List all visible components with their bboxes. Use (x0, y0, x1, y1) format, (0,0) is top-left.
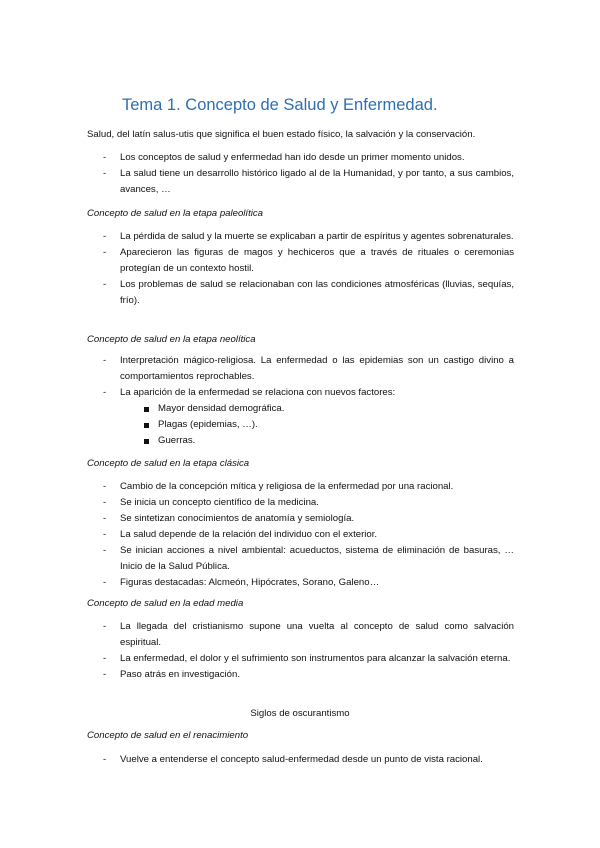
section-heading-neolitica: Concepto de salud en la etapa neolítica (87, 334, 256, 345)
sub-list-item: Mayor densidad demográfica. (120, 401, 514, 417)
document-title: Tema 1. Concepto de Salud y Enfermedad. (122, 96, 438, 114)
square-bullet-icon (144, 423, 149, 428)
dash-bullet: - (103, 754, 107, 765)
dash-bullet: - (103, 387, 107, 398)
square-bullet-icon (144, 439, 149, 444)
dash-bullet: - (103, 545, 107, 556)
list-item: - Se inicia un concepto científico de la medicina. (0, 495, 600, 511)
dash-bullet: - (103, 577, 107, 588)
section-list-paleolitica (0, 229, 600, 309)
list-item: - Aparecieron las figuras de magos y hechiceros que a través de rituales o ceremonias protegían de un contexto hostil. (103, 247, 514, 274)
list-item: - La llegada del cristianismo supone una vuelta al concepto de salud como salvación espiritual. (103, 621, 514, 648)
section-heading-paleolitica: Concepto de salud en la etapa paleolítica (87, 208, 264, 219)
dash-bullet: - (103, 669, 107, 680)
centered-note: Siglos de oscurantismo (250, 708, 350, 719)
dash-bullet: - (103, 355, 107, 366)
dash-bullet: - (103, 621, 107, 632)
dash-bullet: - (103, 513, 107, 524)
list-item: - Se inician acciones a nivel ambiental: acueductos, sistema de eliminación de basuras, … Inicio de la Salud Pública. (103, 545, 514, 572)
list-item: - Los problemas de salud se relacionaban con las condiciones atmosféricas (lluvias, sequías, frío). (103, 279, 514, 306)
list-item: - Vuelve a entenderse el concepto salud-enfermedad desde un punto de vista racional. (0, 752, 600, 768)
intro-list (0, 150, 600, 198)
list-item: - La pérdida de salud y la muerte se explicaban a partir de espíritus y agentes sobrenaturales. (0, 229, 600, 245)
list-item: - Se sintetizan conocimientos de anatomía y semiología. (0, 511, 600, 527)
list-item: - La enfermedad, el dolor y el sufrimiento son instrumentos para alcanzar la salvación eterna. (0, 651, 600, 667)
dash-bullet: - (103, 497, 107, 508)
dash-bullet: - (103, 168, 107, 179)
section-list-neolitica (0, 353, 600, 449)
dash-bullet: - (103, 529, 107, 540)
list-item: - Cambio de la concepción mítica y religiosa de la enfermedad por una racional. (0, 479, 600, 495)
section-heading-renacimiento: Concepto de salud en el renacimiento (87, 730, 249, 741)
sub-list-item: Plagas (epidemias, …). (120, 417, 514, 433)
list-item: - Figuras destacadas: Alcmeón, Hipócrates, Sorano, Galeno… (0, 575, 600, 591)
list-item: - Los conceptos de salud y enfermedad han ido desde un primer momento unidos. (0, 150, 600, 166)
section-heading-clasica: Concepto de salud en la etapa clásica (87, 458, 250, 469)
sub-list-item: Guerras. (120, 433, 514, 449)
section-list-renacimiento (0, 752, 600, 768)
dash-bullet: - (103, 231, 107, 242)
section-list-clasica (0, 479, 600, 591)
list-item: - Paso atrás en investigación. (0, 667, 600, 683)
intro-paragraph: Salud, del latín salus-utis que significa el buen estado físico, la salvación y la conservación. (87, 129, 476, 140)
list-item: - La aparición de la enfermedad se relaciona con nuevos factores: Mayor densidad demográfica. Plagas (epidemias, …). Guerras. (0, 385, 600, 449)
section-list-edad-media (0, 619, 600, 683)
list-item: - Interpretación mágico-religiosa. La enfermedad o las epidemias son un castigo divino a comportamientos reprochables. (103, 355, 514, 382)
list-item: - La salud tiene un desarrollo histórico ligado al de la Humanidad, y por tanto, a sus cambios, avances, … (103, 168, 514, 195)
dash-bullet: - (103, 279, 107, 290)
dash-bullet: - (103, 247, 107, 258)
sub-list (120, 401, 514, 449)
dash-bullet: - (103, 653, 107, 664)
list-item: - La salud depende de la relación del individuo con el exterior. (0, 527, 600, 543)
square-bullet-icon (144, 407, 149, 412)
dash-bullet: - (103, 481, 107, 492)
dash-bullet: - (103, 152, 107, 163)
section-heading-edad-media: Concepto de salud en la edad media (87, 598, 244, 609)
